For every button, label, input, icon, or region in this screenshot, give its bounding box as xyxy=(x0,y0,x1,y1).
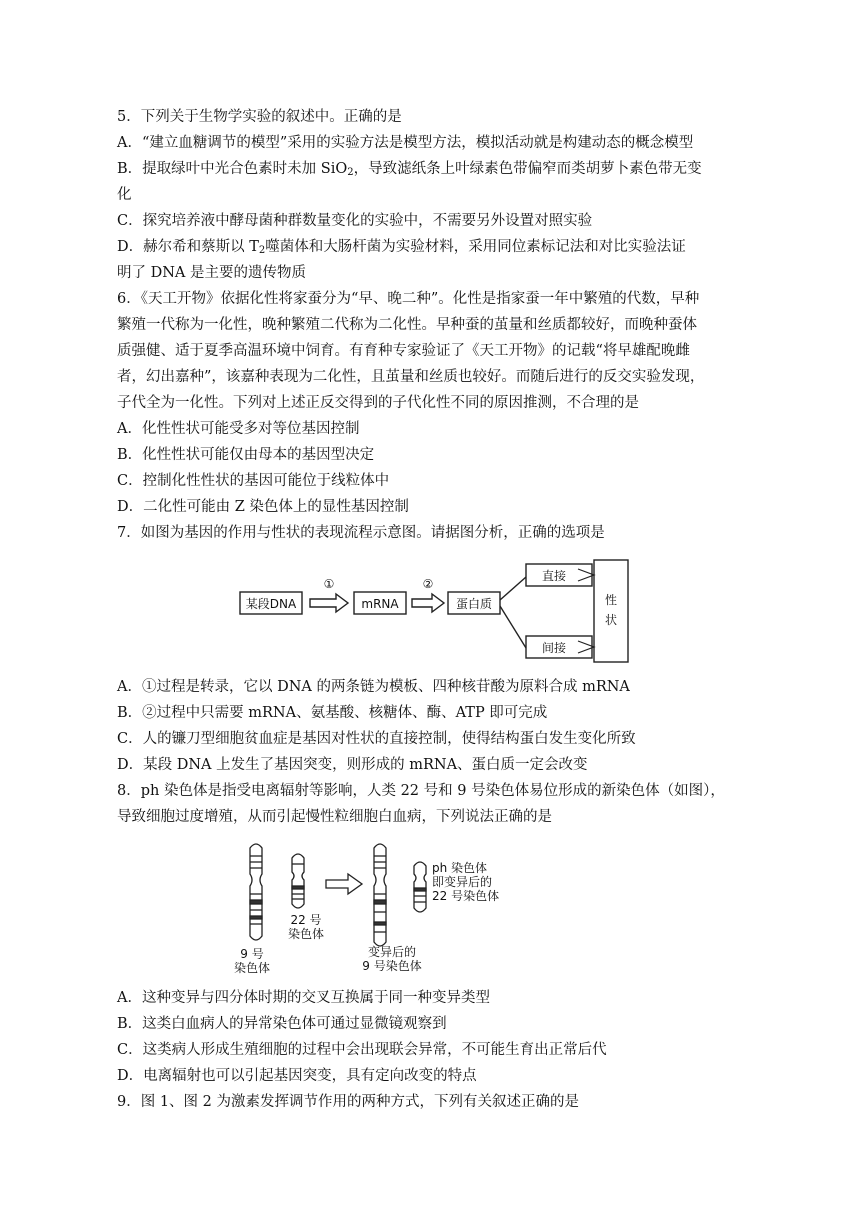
ph-label-3: 22 号染色体 xyxy=(432,889,500,903)
q5-option-a: A．“建立血糖调节的模型”采用的实验方法是模型方法，模拟活动就是构建动态的概念模型 xyxy=(117,135,694,151)
trait-label-2: 状 xyxy=(604,613,618,627)
trait-box xyxy=(594,560,628,662)
q8-option-d: D．电离辐射也可以引起基因突变，具有定向改变的特点 xyxy=(117,1068,477,1084)
q5-b-text-2: ，导致滤纸条上叶绿素色带偏窄而类胡萝卜素色带无变 xyxy=(353,161,702,177)
arrow-step-1 xyxy=(310,594,348,612)
q5-stem: 5．下列关于生物学实验的叙述中。正确的是 xyxy=(117,109,402,125)
q6-stem-line-2: 繁殖一代称为一化性，晚种繁殖二代称为二化性。早种蚕的茧量和丝质都较好，而晚种蚕体 xyxy=(117,317,697,333)
q5-b-subscript: 2 xyxy=(347,167,354,178)
q5-option-d xyxy=(117,237,686,257)
branch-line-indirect xyxy=(500,606,526,648)
q6-option-b: B．化性性状可能仅由母本的基因型决定 xyxy=(117,447,375,463)
chr9-variant-label-2: 9 号染色体 xyxy=(362,959,422,973)
gene-expression-flow-diagram xyxy=(232,552,644,670)
q7-option-d: D．某段 DNA 上发生了基因突变，则形成的 mRNA、蛋白质一定会改变 xyxy=(117,757,588,773)
protein-label: 蛋白质 xyxy=(455,597,493,611)
q6-stem-line-3: 质强健、适于夏季高温环境中饲育。有育种专家验证了《天工开物》的记载“将早雄配晚雌 xyxy=(117,343,690,359)
q8-stem-line-2: 导致细胞过度增殖，从而引起慢性粒细胞白血病，下列说法正确的是 xyxy=(117,809,552,825)
q6-stem-line-1: 6．《天工开物》依据化性将家蚕分为“早、晚二种”。化性是指家蚕一年中繁殖的代数，早种 xyxy=(117,291,700,307)
q6-stem-line-4: 者，幻出嘉种”，该嘉种表现为二化性，且茧量和丝质也较好。而随后进行的反交实验发现， xyxy=(117,369,705,385)
translocation-arrow xyxy=(326,874,362,894)
chr22-label-2: 染色体 xyxy=(287,927,325,941)
q9-stem: 9．图 1、图 2 为激素发挥调节作用的两种方式，下列有关叙述正确的是 xyxy=(117,1094,580,1110)
q5-d-text-1: D．赫尔希和蔡斯以 T xyxy=(117,239,259,255)
chromosome-9-variant xyxy=(374,844,386,946)
arrow-step-2 xyxy=(412,594,444,612)
ph-label-2: 即变异后的 xyxy=(432,875,493,889)
q7-stem: 7．如图为基因的作用与性状的表现流程示意图。请据图分析，正确的选项是 xyxy=(117,525,605,541)
step-2-label: ② xyxy=(422,577,434,591)
q6-option-d: D．二化性可能由 Z 染色体上的显性基因控制 xyxy=(117,499,409,515)
q6-stem-line-5: 子代全为一化性。下列对上述正反交得到的子代化性不同的原因推测，不合理的是 xyxy=(117,395,639,411)
q5-option-c: C．探究培养液中酵母菌种群数量变化的实验中，不需要另外设置对照实验 xyxy=(117,213,593,229)
chromosome-22 xyxy=(292,854,304,908)
q5-option-b xyxy=(117,159,702,179)
chromosome-9 xyxy=(250,844,262,940)
chr9-label-2: 染色体 xyxy=(233,961,271,975)
chr9-variant-label-1: 变异后的 xyxy=(367,945,417,959)
chr9-label-1: 9 号 xyxy=(240,947,264,961)
q7-option-c: C．人的镰刀型细胞贫血症是基因对性状的直接控制，使得结构蛋白发生变化所致 xyxy=(117,731,636,747)
step-1-label: ① xyxy=(323,577,335,591)
q6-option-c: C．控制化性性状的基因可能位于线粒体中 xyxy=(117,473,390,489)
ph-chromosome xyxy=(414,862,426,912)
q8-option-a: A．这种变异与四分体时期的交叉互换属于同一种变异类型 xyxy=(117,990,490,1006)
q7-option-a: A．①过程是转录，它以 DNA 的两条链为模板、四种核苷酸为原料合成 mRNA xyxy=(117,679,630,695)
q8-stem-line-1: 8．ph 染色体是指受电离辐射等影响，人类 22 号和 9 号染色体易位形成的新染色体（如图）， xyxy=(117,783,725,799)
q5-b-text-1: B．提取绿叶中光合色素时未加 SiO xyxy=(117,161,348,177)
q7-option-b: B．②过程中只需要 mRNA、氨基酸、核糖体、酶、ATP 即可完成 xyxy=(117,705,548,721)
ph-label-1: ph 染色体 xyxy=(432,861,488,875)
q5-option-d-cont: 明了 DNA 是主要的遗传物质 xyxy=(117,265,307,281)
branch-line-direct xyxy=(500,577,526,600)
q5-d-subscript: 2 xyxy=(258,245,266,256)
trait-label-1: 性 xyxy=(604,593,618,607)
direct-label: 直接 xyxy=(541,569,567,583)
chromosome-translocation-diagram xyxy=(222,838,522,978)
mrna-label: mRNA xyxy=(361,597,399,611)
q8-option-b: B．这类白血病人的异常染色体可通过显微镜观察到 xyxy=(117,1016,447,1032)
q6-option-a: A．化性性状可能受多对等位基因控制 xyxy=(117,421,360,437)
q5-d-text-2: 噬菌体和大肠杆菌为实验材料，采用同位素标记法和对比实验法证 xyxy=(265,239,686,255)
indirect-label: 间接 xyxy=(541,641,567,655)
q5-option-b-cont: 化 xyxy=(117,187,132,203)
dna-label: 某段DNA xyxy=(245,597,297,611)
q8-option-c: C．这类病人形成生殖细胞的过程中会出现联会异常，不可能生育出正常后代 xyxy=(117,1042,607,1058)
chr22-label-1: 22 号 xyxy=(290,913,322,927)
